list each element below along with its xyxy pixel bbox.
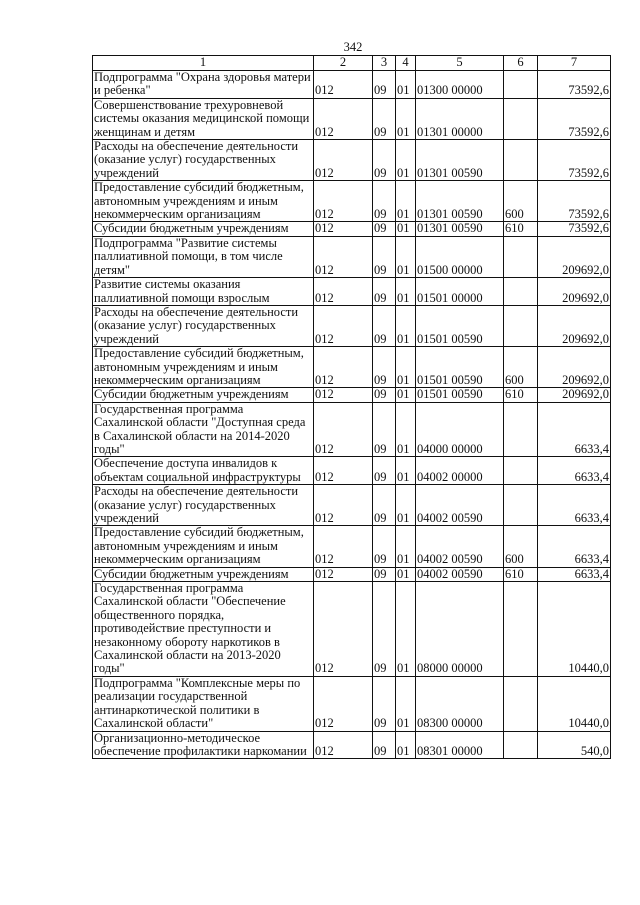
table-row	[93, 347, 611, 388]
table-row	[93, 582, 611, 677]
expense-type-cell	[504, 457, 538, 485]
subsection-code-cell: 01	[396, 485, 416, 526]
table-row	[93, 457, 611, 485]
section-code-cell: 09	[373, 582, 396, 677]
section-code-cell: 09	[373, 402, 396, 457]
row-name-cell: Субсидии бюджетным учреждениям	[93, 567, 314, 581]
section-code-cell: 09	[373, 98, 396, 139]
target-article-cell: 01501 00590	[416, 347, 504, 388]
expense-type-cell	[504, 676, 538, 731]
row-name-cell: Государственная программа Сахалинской области "Доступная среда в Сахалинской области на 2014-2020 годы"	[93, 402, 314, 457]
section-code-cell: 09	[373, 71, 396, 99]
section-code-cell: 09	[373, 181, 396, 222]
row-name-cell: Организационно-методическое обеспечение профилактики наркомании	[93, 731, 314, 759]
amount-cell: 73592,6	[538, 181, 611, 222]
header-cell: 3	[373, 56, 396, 71]
header-cell: 5	[416, 56, 504, 71]
target-article-cell: 01301 00590	[416, 181, 504, 222]
table-body	[93, 56, 611, 759]
target-article-cell: 04000 00000	[416, 402, 504, 457]
header-cell: 1	[93, 56, 314, 71]
subsection-code-cell: 01	[396, 222, 416, 236]
target-article-cell: 04002 00000	[416, 457, 504, 485]
section-code-cell: 09	[373, 485, 396, 526]
header-cell: 4	[396, 56, 416, 71]
row-name-cell: Подпрограмма "Развитие системы паллиативной помощи, в том числе детям"	[93, 236, 314, 277]
admin-code-cell: 012	[314, 582, 373, 677]
section-code-cell: 09	[373, 567, 396, 581]
admin-code-cell: 012	[314, 347, 373, 388]
amount-cell: 73592,6	[538, 71, 611, 99]
expense-type-cell	[504, 140, 538, 181]
subsection-code-cell: 01	[396, 676, 416, 731]
admin-code-cell: 012	[314, 457, 373, 485]
budget-table	[92, 55, 611, 759]
amount-cell: 6633,4	[538, 567, 611, 581]
admin-code-cell: 012	[314, 731, 373, 759]
amount-cell: 209692,0	[538, 388, 611, 402]
expense-type-cell: 600	[504, 347, 538, 388]
section-code-cell: 09	[373, 731, 396, 759]
table-row	[93, 140, 611, 181]
target-article-cell: 01501 00590	[416, 388, 504, 402]
header-cell: 2	[314, 56, 373, 71]
row-name-cell: Субсидии бюджетным учреждениям	[93, 222, 314, 236]
table-row	[93, 731, 611, 759]
section-code-cell: 09	[373, 347, 396, 388]
admin-code-cell: 012	[314, 676, 373, 731]
subsection-code-cell: 01	[396, 140, 416, 181]
row-name-cell: Обеспечение доступа инвалидов к объектам социальной инфраструктуры	[93, 457, 314, 485]
subsection-code-cell: 01	[396, 347, 416, 388]
amount-cell: 6633,4	[538, 485, 611, 526]
table-row	[93, 402, 611, 457]
section-code-cell: 09	[373, 305, 396, 346]
table-row	[93, 98, 611, 139]
row-name-cell: Предоставление субсидий бюджетным, автономным учреждениям и иным некоммерческим организациям	[93, 181, 314, 222]
amount-cell: 73592,6	[538, 140, 611, 181]
subsection-code-cell: 01	[396, 98, 416, 139]
table-row	[93, 181, 611, 222]
target-article-cell: 01500 00000	[416, 236, 504, 277]
subsection-code-cell: 01	[396, 582, 416, 677]
admin-code-cell: 012	[314, 140, 373, 181]
amount-cell: 209692,0	[538, 305, 611, 346]
section-code-cell: 09	[373, 388, 396, 402]
table-row	[93, 278, 611, 306]
section-code-cell: 09	[373, 140, 396, 181]
subsection-code-cell: 01	[396, 71, 416, 99]
expense-type-cell	[504, 731, 538, 759]
subsection-code-cell: 01	[396, 236, 416, 277]
target-article-cell: 04002 00590	[416, 485, 504, 526]
admin-code-cell: 012	[314, 181, 373, 222]
table-row	[93, 485, 611, 526]
admin-code-cell: 012	[314, 402, 373, 457]
section-code-cell: 09	[373, 526, 396, 567]
subsection-code-cell: 01	[396, 526, 416, 567]
target-article-cell: 01501 00590	[416, 305, 504, 346]
row-name-cell: Расходы на обеспечение деятельности (оказание услуг) государственных учреждений	[93, 305, 314, 346]
target-article-cell: 08301 00000	[416, 731, 504, 759]
row-name-cell: Расходы на обеспечение деятельности (оказание услуг) государственных учреждений	[93, 485, 314, 526]
subsection-code-cell: 01	[396, 402, 416, 457]
target-article-cell: 08300 00000	[416, 676, 504, 731]
expense-type-cell: 600	[504, 526, 538, 567]
row-name-cell: Развитие системы оказания паллиативной помощи взрослым	[93, 278, 314, 306]
expense-type-cell	[504, 71, 538, 99]
expense-type-cell	[504, 402, 538, 457]
table-row	[93, 676, 611, 731]
target-article-cell: 08000 00000	[416, 582, 504, 677]
row-name-cell: Совершенствование трехуровневой системы оказания медицинской помощи женщинам и детям	[93, 98, 314, 139]
amount-cell: 6633,4	[538, 526, 611, 567]
row-name-cell: Государственная программа Сахалинской области "Обеспечение общественного порядка, противодействие преступности и незаконному обороту наркотиков в Сахалинской области на 2013-2020 годы"	[93, 582, 314, 677]
admin-code-cell: 012	[314, 222, 373, 236]
target-article-cell: 01301 00000	[416, 98, 504, 139]
section-code-cell: 09	[373, 278, 396, 306]
row-name-cell: Субсидии бюджетным учреждениям	[93, 388, 314, 402]
section-code-cell: 09	[373, 236, 396, 277]
subsection-code-cell: 01	[396, 388, 416, 402]
amount-cell: 209692,0	[538, 347, 611, 388]
expense-type-cell: 610	[504, 567, 538, 581]
table-row	[93, 305, 611, 346]
amount-cell: 209692,0	[538, 278, 611, 306]
admin-code-cell: 012	[314, 278, 373, 306]
row-name-cell: Предоставление субсидий бюджетным, автономным учреждениям и иным некоммерческим организациям	[93, 526, 314, 567]
subsection-code-cell: 01	[396, 181, 416, 222]
section-code-cell: 09	[373, 222, 396, 236]
table-row	[93, 71, 611, 99]
amount-cell: 10440,0	[538, 676, 611, 731]
table-row	[93, 236, 611, 277]
amount-cell: 209692,0	[538, 236, 611, 277]
subsection-code-cell: 01	[396, 457, 416, 485]
admin-code-cell: 012	[314, 485, 373, 526]
subsection-code-cell: 01	[396, 305, 416, 346]
row-name-cell: Расходы на обеспечение деятельности (оказание услуг) государственных учреждений	[93, 140, 314, 181]
row-name-cell: Подпрограмма "Комплексные меры по реализации государственной антинаркотической политики в Сахалинской области"	[93, 676, 314, 731]
row-name-cell: Подпрограмма "Охрана здоровья матери и ребенка"	[93, 71, 314, 99]
expense-type-cell	[504, 485, 538, 526]
header-row	[93, 56, 611, 71]
header-cell: 6	[504, 56, 538, 71]
admin-code-cell: 012	[314, 98, 373, 139]
amount-cell: 540,0	[538, 731, 611, 759]
admin-code-cell: 012	[314, 236, 373, 277]
amount-cell: 6633,4	[538, 402, 611, 457]
target-article-cell: 01301 00590	[416, 222, 504, 236]
expense-type-cell	[504, 305, 538, 346]
target-article-cell: 04002 00590	[416, 526, 504, 567]
target-article-cell: 04002 00590	[416, 567, 504, 581]
expense-type-cell	[504, 278, 538, 306]
target-article-cell: 01501 00000	[416, 278, 504, 306]
target-article-cell: 01300 00000	[416, 71, 504, 99]
header-cell: 7	[538, 56, 611, 71]
amount-cell: 10440,0	[538, 582, 611, 677]
expense-type-cell	[504, 236, 538, 277]
subsection-code-cell: 01	[396, 731, 416, 759]
table-row	[93, 526, 611, 567]
table-row	[93, 567, 611, 581]
subsection-code-cell: 01	[396, 278, 416, 306]
page-number: 342	[343, 40, 363, 54]
expense-type-cell: 600	[504, 181, 538, 222]
table-row	[93, 222, 611, 236]
amount-cell: 6633,4	[538, 457, 611, 485]
section-code-cell: 09	[373, 457, 396, 485]
admin-code-cell: 012	[314, 71, 373, 99]
admin-code-cell: 012	[314, 567, 373, 581]
admin-code-cell: 012	[314, 305, 373, 346]
expense-type-cell	[504, 98, 538, 139]
expense-type-cell: 610	[504, 222, 538, 236]
row-name-cell: Предоставление субсидий бюджетным, автономным учреждениям и иным некоммерческим организациям	[93, 347, 314, 388]
admin-code-cell: 012	[314, 388, 373, 402]
expense-type-cell: 610	[504, 388, 538, 402]
section-code-cell: 09	[373, 676, 396, 731]
amount-cell: 73592,6	[538, 222, 611, 236]
amount-cell: 73592,6	[538, 98, 611, 139]
subsection-code-cell: 01	[396, 567, 416, 581]
table-row	[93, 388, 611, 402]
expense-type-cell	[504, 582, 538, 677]
admin-code-cell: 012	[314, 526, 373, 567]
target-article-cell: 01301 00590	[416, 140, 504, 181]
